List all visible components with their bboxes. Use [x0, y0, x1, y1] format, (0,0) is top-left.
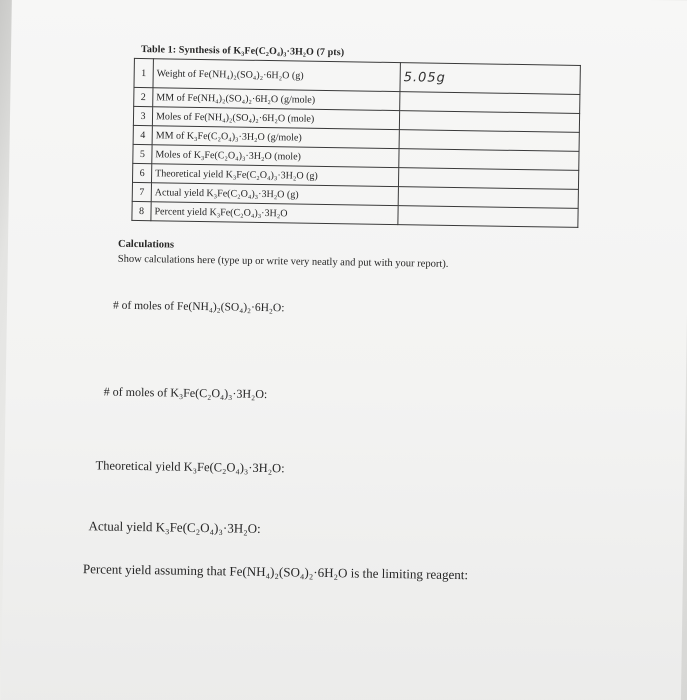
row-number: 3: [133, 106, 152, 125]
prompt-percent-yield: Percent yield assuming that Fe(NH₄)₂(SO₄)₂·6H₂O is the limiting reagent:: [82, 561, 469, 583]
row-label: MM of K₃Fe(C₂O₄)₃·3H₂O (g/mole): [152, 126, 399, 149]
row-number: 2: [134, 87, 153, 106]
row-number: 6: [132, 163, 151, 182]
table-title: Table 1: Synthesis of K₃Fe(C₂O₄)₃·3H₂O (7 pts): [140, 44, 345, 59]
prompt-moles-product: # of moles of K₃Fe(C₂O₄)₃·3H₂O:: [103, 384, 268, 402]
synthesis-table: [131, 58, 581, 228]
row-label: Actual yield K₃Fe(C₂O₄)₃·3H₂O (g): [151, 183, 398, 206]
row-label: MM of Fe(NH₄)₂(SO₄)₂·6H₂O (g/mole): [153, 88, 400, 111]
row-label: Theoretical yield K₃Fe(C₂O₄)₃·3H₂O (g): [151, 164, 398, 187]
row-number: 7: [132, 182, 151, 201]
worksheet-page: [1, 0, 687, 700]
row-number: 8: [132, 201, 151, 220]
prompt-moles-fe-salt: # of moles of Fe(NH₄)₂(SO₄)₂·6H₂O:: [112, 299, 285, 315]
row-label: Moles of K₃Fe(C₂O₄)₃·3H₂O (mole): [152, 145, 399, 168]
row-value: [398, 206, 578, 228]
row-label: Moles of Fe(NH₄)₂(SO₄)₂·6H₂O (mole): [152, 107, 399, 130]
prompt-actual-yield: Actual yield K₃Fe(C₂O₄)₃·3H₂O:: [88, 518, 261, 536]
row-label: Weight of Fe(NH₄)₂(SO₄)₂·6H₂O (g): [153, 59, 400, 92]
row-label: Percent yield K₃Fe(C₂O₄)₃·3H₂O: [151, 202, 398, 225]
calculations-instructions: Show calculations here (type up or write very neatly and put with your report).: [117, 253, 449, 270]
row-number: 4: [133, 125, 152, 144]
prompt-theoretical-yield: Theoretical yield K₃Fe(C₂O₄)₃·3H₂O:: [95, 458, 285, 476]
calculations-heading: Calculations: [117, 238, 175, 251]
handwritten-weight-value: 5.05g: [400, 63, 580, 95]
row-number: 1: [134, 58, 153, 87]
row-number: 5: [133, 144, 152, 163]
